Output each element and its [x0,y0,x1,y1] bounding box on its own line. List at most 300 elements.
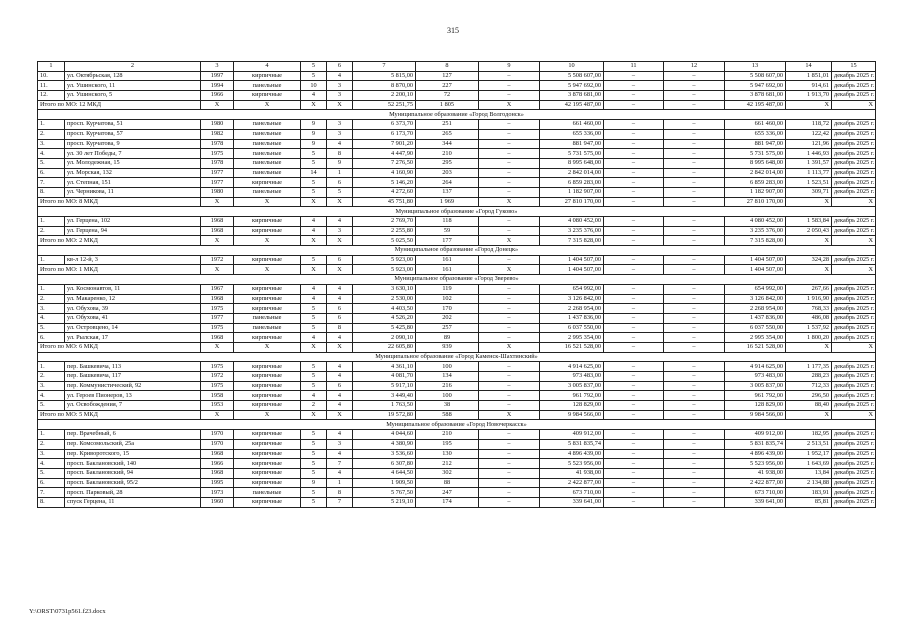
table-cell: просп. Баклановский, 140 [65,459,201,469]
subtotal-cell: X [786,342,832,352]
subtotal-cell: – [604,100,664,110]
table-cell: 8. [38,187,65,197]
table-cell: 251 [416,120,479,130]
table-cell: 1980 [201,120,234,130]
table-cell: 2 090,10 [353,333,416,343]
table-cell: 5 947 692,00 [725,81,786,91]
table-cell: декабрь 2025 г. [832,478,876,488]
table-cell: 4 361,10 [353,362,416,372]
subtotal-cell: 161 [416,265,479,275]
subtotal-cell: X [201,410,234,420]
table-cell: 1. [38,255,65,265]
table-cell: 1968 [201,449,234,459]
table-cell: 1973 [201,488,234,498]
subtotal-cell: X [479,197,540,207]
table-cell: 1967 [201,284,234,294]
table-cell: 4 [327,372,353,382]
table-cell: панельные [234,81,301,91]
table-cell: ул. 30 лет Победы, 7 [65,149,201,159]
table-cell: декабрь 2025 г. [832,488,876,498]
table-cell: – [604,439,664,449]
table-cell: 8 [327,488,353,498]
subtotal-row [38,265,876,275]
subtotal-label: Итого по МО: 5 МКД [38,410,201,420]
table-cell: 1977 [201,178,234,188]
table-cell: – [604,226,664,236]
municipality-heading [38,275,876,285]
table-cell: 661 460,00 [725,120,786,130]
table-cell: панельные [234,187,301,197]
table-cell: 1994 [201,81,234,91]
table-cell: кирпичные [234,71,301,81]
table-cell: 654 992,00 [725,284,786,294]
table-cell: 3 235 376,00 [725,226,786,236]
subtotal-cell: – [604,197,664,207]
table-cell: 9 [301,120,327,130]
table-cell: 88,40 [786,401,832,411]
subtotal-cell: X [327,236,353,246]
table-cell: 3 005 837,00 [725,381,786,391]
table-cell: просп. Курчатова, 9 [65,139,201,149]
table-cell: 6 037 550,00 [540,323,604,333]
table-cell: 1 437 836,00 [725,313,786,323]
table-cell: 72 [416,91,479,101]
table-cell: 4 [301,391,327,401]
table-cell: 2 995 354,00 [540,333,604,343]
table-cell: – [479,71,540,81]
table-cell: декабрь 2025 г. [832,217,876,227]
table-cell: декабрь 2025 г. [832,439,876,449]
table-cell: ул. Рылская, 17 [65,333,201,343]
table-cell: кирпичные [234,362,301,372]
table-cell: просп. Баклановский, 95/2 [65,478,201,488]
table-cell: 344 [416,139,479,149]
table-cell: панельные [234,488,301,498]
table-cell: 673 710,00 [725,488,786,498]
column-number: 15 [832,62,876,72]
table-cell: 302 [416,468,479,478]
table-cell: 5 [301,468,327,478]
table-cell: 1995 [201,478,234,488]
table-cell: 1968 [201,333,234,343]
subtotal-cell: X [327,342,353,352]
table-cell: 5 523 956,00 [540,459,604,469]
table-cell: декабрь 2025 г. [832,187,876,197]
table-cell: 6 037 550,00 [725,323,786,333]
table-cell: просп. Курчатова, 51 [65,120,201,130]
subtotal-cell: X [234,265,301,275]
table-cell: кирпичные [234,449,301,459]
table-cell: кирпичные [234,284,301,294]
table-cell: 914,61 [786,81,832,91]
table-cell: 216 [416,381,479,391]
table-cell: 4 [301,226,327,236]
table-cell: – [604,217,664,227]
table-cell: – [479,468,540,478]
table-cell: декабрь 2025 г. [832,449,876,459]
table-cell: – [604,362,664,372]
subtotal-cell: X [301,197,327,207]
table-cell: 4 [327,217,353,227]
table-cell: 673 710,00 [540,488,604,498]
table-cell: 5 508 607,00 [725,71,786,81]
subtotal-cell: X [479,236,540,246]
table-cell: спуск Герцена, 11 [65,497,201,507]
table-cell: – [479,478,540,488]
table-cell: декабрь 2025 г. [832,459,876,469]
table-cell: – [479,129,540,139]
table-cell: 4 [327,391,353,401]
subtotal-cell: X [832,236,876,246]
table-cell: – [479,430,540,440]
column-number: 11 [604,62,664,72]
table-cell: 1 391,57 [786,158,832,168]
table-cell: 13,84 [786,468,832,478]
table-cell: кирпичные [234,478,301,488]
subtotal-cell: 27 810 170,00 [540,197,604,207]
table-cell: 3 005 837,00 [540,381,604,391]
table-cell: 3 878 681,00 [540,91,604,101]
table-cell: декабрь 2025 г. [832,372,876,382]
table-cell: 5 831 835,74 [725,439,786,449]
table-cell: 1953 [201,401,234,411]
table-cell: – [604,149,664,159]
table-cell: 1 177,35 [786,362,832,372]
municipality-heading [38,420,876,430]
table-cell: ул. Герцена, 102 [65,217,201,227]
table-cell: – [664,304,725,314]
table-cell: декабрь 2025 г. [832,168,876,178]
table-cell: 6 307,80 [353,459,416,469]
table-cell: декабрь 2025 г. [832,381,876,391]
table-cell: 1977 [201,313,234,323]
table-cell: 127 [416,71,479,81]
table-cell: 227 [416,81,479,91]
column-number: 13 [725,62,786,72]
table-cell: 4 [327,333,353,343]
table-cell: 5 [301,149,327,159]
table-cell: 1978 [201,139,234,149]
table-cell: – [664,120,725,130]
subtotal-cell: X [201,265,234,275]
table-cell: 7. [38,178,65,188]
table-cell: 1 643,69 [786,459,832,469]
municipality-title: Муниципальное образование «Город Волгодонск» [38,110,876,120]
table-cell: – [664,391,725,401]
table-cell: 4 896 439,00 [725,449,786,459]
table-cell: 4 081,70 [353,372,416,382]
table-cell: 128 829,00 [725,401,786,411]
table-cell: – [604,497,664,507]
table-cell: ул. Ушинского, 5 [65,91,201,101]
column-number: 4 [234,62,301,72]
table-cell: ул. Обухова, 41 [65,313,201,323]
table-cell: 3 [327,129,353,139]
table-cell: 11. [38,81,65,91]
table-cell: 1 182 907,00 [725,187,786,197]
table-cell: – [604,91,664,101]
table-cell: 1 [327,478,353,488]
table-cell: 4 080 452,00 [540,217,604,227]
table-cell: кирпичные [234,255,301,265]
table-cell: – [479,149,540,159]
table-cell: кирпичные [234,459,301,469]
table-cell: 5 425,80 [353,323,416,333]
table-cell: 409 912,00 [540,430,604,440]
table-cell: – [479,139,540,149]
table-cell: – [604,129,664,139]
table-cell: 14 [301,168,327,178]
table-cell: – [479,120,540,130]
table-cell: 6. [38,168,65,178]
subtotal-cell: – [604,236,664,246]
table-cell: 2 268 954,00 [725,304,786,314]
table-cell: – [664,449,725,459]
table-cell: 8 995 648,00 [540,158,604,168]
table-cell: 486,08 [786,313,832,323]
table-cell: 5 923,00 [353,255,416,265]
table-cell: 128 829,00 [540,401,604,411]
table-cell: 121,96 [786,139,832,149]
table-cell: пер. Криворотского, 15 [65,449,201,459]
table-row [38,333,876,343]
subtotal-cell: 1 404 507,00 [725,265,786,275]
table-cell: 1. [38,430,65,440]
subtotal-label: Итого по МО: 6 МКД [38,342,201,352]
table-cell: пер. Врачебный, 6 [65,430,201,440]
table-cell: 1978 [201,158,234,168]
subtotal-cell: – [604,410,664,420]
table-cell: – [479,391,540,401]
table-row [38,449,876,459]
table-cell: кирпичные [234,333,301,343]
table-cell: 6. [38,333,65,343]
subtotal-cell: X [327,100,353,110]
table-cell: – [604,488,664,498]
table-cell: 202 [416,313,479,323]
table-cell: – [479,459,540,469]
column-number: 5 [301,62,327,72]
table-cell: – [479,217,540,227]
table-cell: 2 769,70 [353,217,416,227]
table-cell: ул. Обухова, 39 [65,304,201,314]
table-cell: декабрь 2025 г. [832,81,876,91]
column-number: 14 [786,62,832,72]
table-cell: – [479,333,540,343]
table-cell: – [604,381,664,391]
column-number: 10 [540,62,604,72]
table-cell: 324,28 [786,255,832,265]
table-cell: – [604,255,664,265]
municipality-title: Муниципальное образование «Город Зверево» [38,275,876,285]
column-number: 8 [416,62,479,72]
table-cell: 6 [327,313,353,323]
subtotal-cell: 1 404 507,00 [540,265,604,275]
subtotal-cell: X [479,265,540,275]
table-cell: – [664,333,725,343]
table-cell: 3. [38,381,65,391]
table-cell: 1980 [201,187,234,197]
table-cell: 1972 [201,372,234,382]
subtotal-cell: X [786,236,832,246]
table-cell: 2 530,00 [353,294,416,304]
subtotal-cell: X [832,265,876,275]
subtotal-cell: 42 195 487,00 [540,100,604,110]
subtotal-cell: – [664,100,725,110]
table-cell: 265 [416,129,479,139]
table-cell: 1 763,50 [353,401,416,411]
table-cell: 1 523,51 [786,178,832,188]
housing-repair-table [37,61,876,508]
table-cell: 3 630,10 [353,284,416,294]
table-cell: 5 [301,187,327,197]
table-cell: 9 [301,478,327,488]
table-cell: кирпичные [234,372,301,382]
table-cell: 1 913,70 [786,91,832,101]
table-cell: 257 [416,323,479,333]
table-cell: декабрь 2025 г. [832,129,876,139]
table-cell: – [664,468,725,478]
table-cell: 2. [38,294,65,304]
table-row [38,217,876,227]
table-cell: 5 [301,255,327,265]
subtotal-cell: X [327,265,353,275]
table-cell: 1. [38,284,65,294]
table-cell: 961 792,00 [540,391,604,401]
table-row [38,120,876,130]
table-row [38,401,876,411]
subtotal-cell: X [832,100,876,110]
table-cell: 4. [38,149,65,159]
subtotal-cell: 9 984 566,00 [540,410,604,420]
table-cell: – [664,362,725,372]
table-cell: кирпичные [234,178,301,188]
subtotal-cell: X [832,342,876,352]
table-cell: 4 [327,139,353,149]
table-cell: декабрь 2025 г. [832,304,876,314]
table-cell: декабрь 2025 г. [832,430,876,440]
table-cell: декабрь 2025 г. [832,149,876,159]
table-cell: 5 146,20 [353,178,416,188]
table-cell: кирпичные [234,430,301,440]
table-cell: – [479,226,540,236]
table-cell: 264 [416,178,479,188]
table-cell: 3 [327,91,353,101]
table-cell: – [664,313,725,323]
table-cell: 654 992,00 [540,284,604,294]
table-cell: панельные [234,139,301,149]
table-cell: – [664,226,725,236]
table-row [38,168,876,178]
table-cell: 5 [301,497,327,507]
table-cell: 5 947 692,00 [540,81,604,91]
table-cell: 4 [301,294,327,304]
table-cell: – [664,149,725,159]
subtotal-cell: – [664,265,725,275]
table-cell: – [664,187,725,197]
table-cell: декабрь 2025 г. [832,294,876,304]
table-cell: 1975 [201,381,234,391]
column-number: 2 [65,62,201,72]
subtotal-cell: X [327,197,353,207]
subtotal-cell: X [201,236,234,246]
subtotal-cell: X [327,410,353,420]
table-cell: панельные [234,120,301,130]
table-cell: 203 [416,168,479,178]
table-cell: – [604,430,664,440]
table-cell: – [664,217,725,227]
table-cell: 5 [301,71,327,81]
table-cell: 3 449,40 [353,391,416,401]
table-cell: 881 947,00 [725,139,786,149]
table-cell: – [604,81,664,91]
table-cell: ул. Степная, 151 [65,178,201,188]
table-cell: 1975 [201,149,234,159]
table-cell: – [479,187,540,197]
table-cell: 1 404 507,00 [725,255,786,265]
subtotal-row [38,100,876,110]
table-cell: 1 909,50 [353,478,416,488]
table-cell: 8. [38,497,65,507]
table-cell: 5 815,00 [353,71,416,81]
table-cell: 102 [416,294,479,304]
table-cell: 5 [301,449,327,459]
table-cell: 161 [416,255,479,265]
table-cell: 2 134,88 [786,478,832,488]
table-cell: – [479,439,540,449]
table-cell: 961 792,00 [725,391,786,401]
subtotal-cell: X [301,236,327,246]
subtotal-cell: 7 315 828,00 [540,236,604,246]
subtotal-row [38,410,876,420]
subtotal-cell: X [301,410,327,420]
table-cell: 4 526,20 [353,313,416,323]
table-cell: 7. [38,488,65,498]
table-cell: 3 235 376,00 [540,226,604,236]
table-cell: – [664,381,725,391]
table-cell: 8 995 648,00 [725,158,786,168]
subtotal-cell: X [234,100,301,110]
table-cell: 59 [416,226,479,236]
table-cell: 4 [301,217,327,227]
table-cell: 1 916,90 [786,294,832,304]
table-cell: 4. [38,459,65,469]
table-cell: 3 126 842,00 [540,294,604,304]
table-cell: 130 [416,449,479,459]
table-cell: 2 268 954,00 [540,304,604,314]
table-row [38,158,876,168]
table-cell: кирпичные [234,381,301,391]
table-cell: ул. Молодежная, 15 [65,158,201,168]
table-cell: просп. Парковый, 28 [65,488,201,498]
table-cell: 6. [38,478,65,488]
table-cell: декабрь 2025 г. [832,158,876,168]
table-cell: 12. [38,91,65,101]
subtotal-cell: – [664,410,725,420]
table-cell: – [664,71,725,81]
subtotal-label: Итого по МО: 2 МКД [38,236,201,246]
table-cell: 4 [301,333,327,343]
table-cell: 4. [38,391,65,401]
subtotal-cell: 7 315 828,00 [725,236,786,246]
table-cell: 1975 [201,304,234,314]
table-cell: 655 336,00 [540,129,604,139]
table-cell: 3 [327,81,353,91]
table-cell: декабрь 2025 г. [832,313,876,323]
table-cell: ул. Освобождения, 7 [65,401,201,411]
municipality-title: Муниципальное образование «Город Гуково» [38,207,876,217]
table-cell: 210 [416,430,479,440]
